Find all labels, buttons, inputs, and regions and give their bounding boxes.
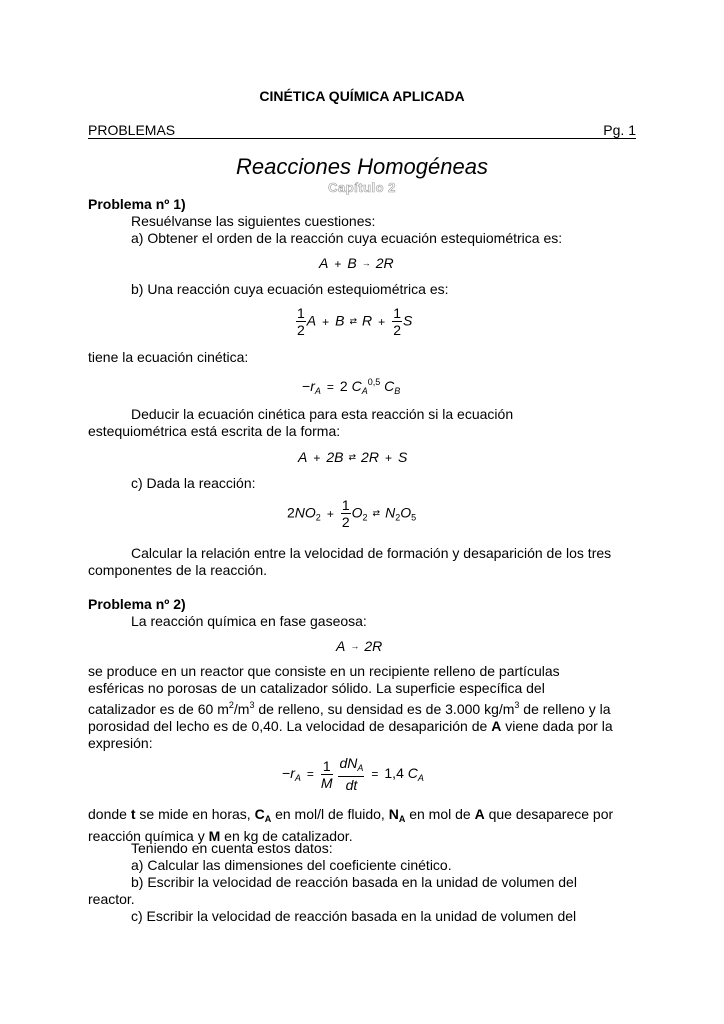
equation-p2: A → 2R	[336, 638, 383, 654]
fraction-half: $\frac{1}{2}$	[297, 305, 305, 338]
p1-intro: Resuélvanse las siguientes cuestiones:	[131, 213, 376, 229]
section-label: PROBLEMAS	[88, 122, 176, 138]
p2-question-b-line-1: b) Escribir la velocidad de reacción basada en la unidad de volumen del	[131, 874, 577, 890]
p2-definitions: donde t se mide en horas, $C_A$ en mol/l de fluido, $N_A$ en mol de A que desaparece por reacción química y M en kg de catalizador.	[88, 806, 614, 844]
fraction-half: $\frac{1}{2}$	[393, 305, 401, 338]
rate-expression: $-r_A$ = $\frac{1}{M}$ $\frac{dN_A}{dt}$ = 1,4 $C_A$	[282, 755, 424, 793]
page-number: Pg. 1	[603, 122, 636, 138]
p1-question-a: a) Obtener el orden de la reacción cuya ecuación estequiométrica es:	[131, 230, 563, 246]
chapter-subtitle: Capítulo 2	[328, 180, 396, 195]
equation-b-alt: A + 2B ⇄ 2R + S	[298, 449, 408, 465]
p2-question-a: a) Calcular las dimensiones del coeficiente cinético.	[131, 857, 452, 873]
p2-question-c: c) Escribir la velocidad de reacción basada en la unidad de volumen del	[131, 908, 577, 924]
p1-deduce-line-1: Deducir la ecuación cinética para esta reacción si la ecuación	[131, 406, 514, 422]
p2-given-data: Teniendo en cuenta estos datos:	[131, 840, 333, 856]
equation-b: $\frac{1}{2}$ A + B ⇄ R + $\frac{1}{2}$ S	[297, 305, 413, 338]
p2-description: se produce en un reactor que consiste en un recipiente relleno de partículas esféricas no porosas de un catalizador sólido. La superficie específica del catalizador es de 60 $m^2/m^3$ de relleno, su densidad es de 3.000 $kg/m^3$ de relleno y la porosidad del lecho es de 0,40. La velocidad de desaparición de A viene dada por la expresión:	[88, 663, 613, 751]
equation-a: A + B → 2R	[319, 255, 394, 271]
p1-question-b: b) Una reacción cuya ecuación estequiométrica es:	[131, 281, 449, 297]
problem-2-heading: Problema nº 2)	[88, 596, 186, 612]
document-title: CINÉTICA QUÍMICA APLICADA	[259, 88, 465, 104]
p2-intro: La reacción química en fase gaseosa:	[131, 613, 367, 629]
p1-kinetic-label: tiene la ecuación cinética:	[88, 349, 249, 365]
p1-deduce-line-2: estequiométrica está escrita de la forma:	[88, 423, 341, 439]
problem-1-heading: Problema nº 1)	[88, 196, 186, 212]
chapter-title: Reacciones Homogéneas	[236, 154, 488, 179]
fraction-half: $\frac{1}{2}$	[341, 497, 350, 530]
p1-calc-line-1: Calcular la relación entre la velocidad de formación y desaparición de los tres	[131, 545, 612, 561]
p2-question-b-line-2: reactor.	[88, 891, 135, 907]
fraction-one-over-m: $\frac{1}{M}$	[320, 757, 333, 791]
header-rule	[88, 138, 636, 139]
equation-c: $2NO_2$ + $\frac{1}{2}$ $O_2$ ⇄ $N_2O_5$	[287, 497, 417, 530]
p1-question-c: c) Dada la reacción:	[131, 475, 256, 491]
kinetic-equation: $-r_A = 2$ $C_A^{0,5}$ $C_B$	[302, 377, 401, 396]
fraction-dn-dt: $\frac{dN_A}{dt}$	[339, 755, 364, 793]
p1-calc-line-2: componentes de la reacción.	[88, 562, 267, 578]
